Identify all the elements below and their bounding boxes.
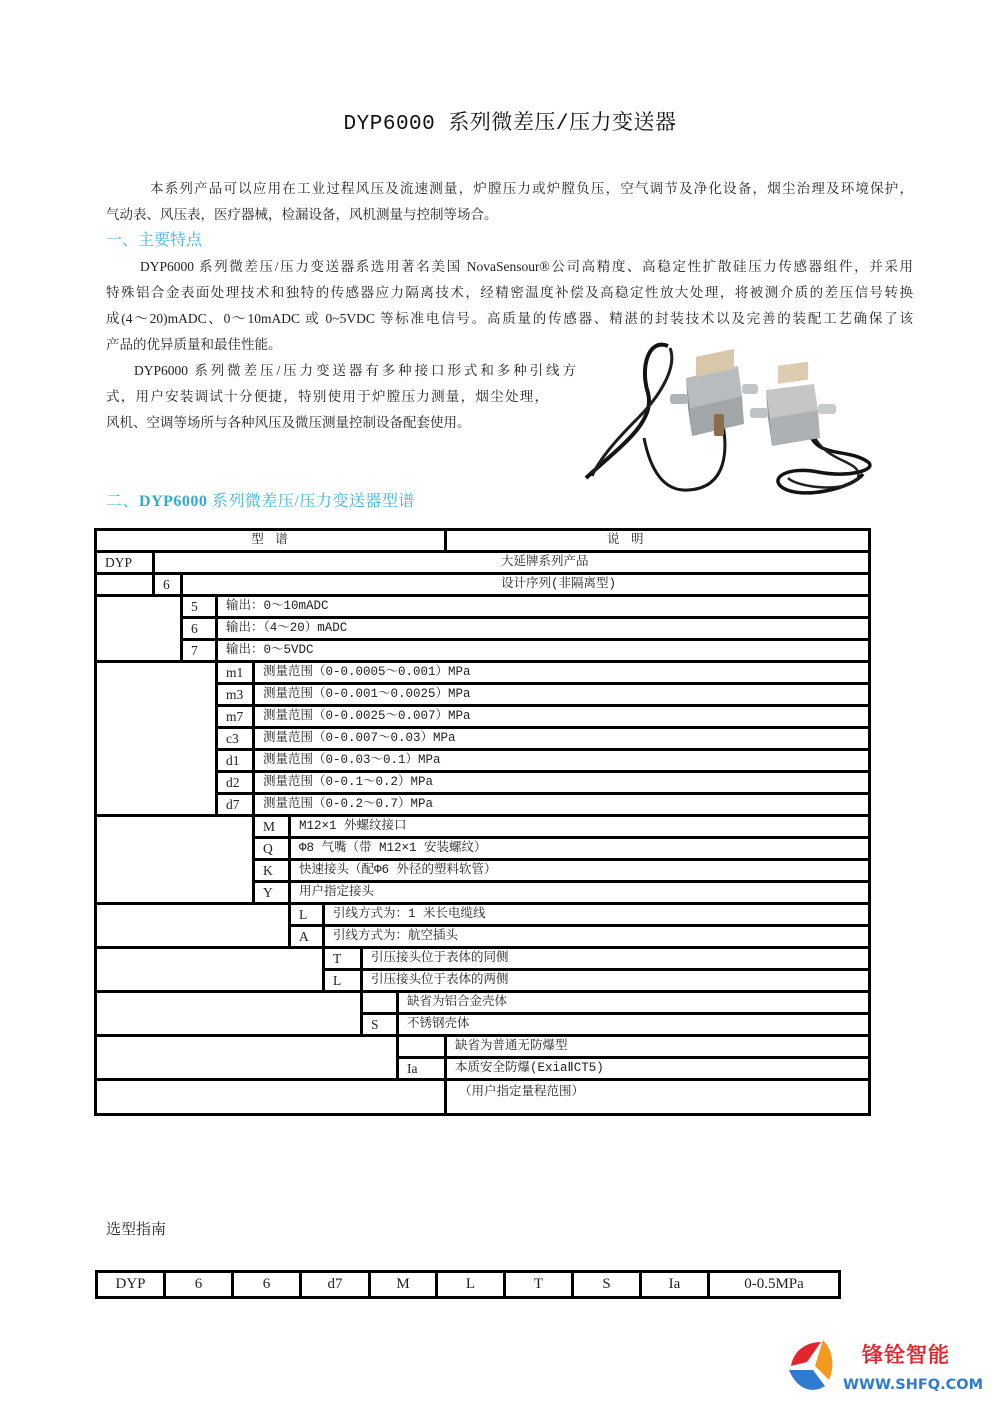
section-heading-model-spectrum (106, 489, 415, 515)
spec-desc: 测量范围（0-0.03～0.1）MPa (254, 750, 870, 772)
spec-desc: 测量范围（0-0.1～0.2）MPa (254, 772, 870, 794)
product-photo (578, 338, 876, 506)
guide-cell-range: d7 (301, 1272, 370, 1298)
spec-blank-cell (96, 574, 154, 596)
spec-blank-cell (96, 948, 324, 992)
spec-desc: 引线方式为：航空插头 (324, 926, 870, 948)
spec-code: d7 (217, 794, 254, 816)
spec-blank-cell (96, 992, 362, 1036)
guide-cell-connector: M (370, 1272, 437, 1298)
spec-desc: 不锈钢壳体 (398, 1014, 870, 1036)
features-para2-line: DYP6000 系列微差压/压力变送器有多种接口形式和多种引线方 (134, 363, 576, 378)
spec-blank-cell (96, 1036, 398, 1080)
company-logo (785, 1336, 990, 1398)
spec-code: Q (254, 838, 290, 860)
spec-code: T (324, 948, 362, 970)
spec-code: A (290, 926, 324, 948)
model-spectrum-table (94, 528, 871, 1116)
spec-code: Y (254, 882, 290, 904)
spec-code: m7 (217, 706, 254, 728)
guide-cell-series: DYP (97, 1272, 165, 1298)
spec-code: m1 (217, 662, 254, 684)
header-description: 说 明 (446, 530, 870, 552)
guide-cell-port-side: T (505, 1272, 573, 1298)
guide-cell-lead: L (437, 1272, 505, 1298)
spec-desc: Φ8 气嘴（带 M12×1 安装螺纹） (290, 838, 870, 860)
spec-blank-cell (96, 662, 217, 816)
heading-prefix: 二、 (106, 493, 140, 510)
spec-code: d2 (217, 772, 254, 794)
spec-desc: 用户指定接头 (290, 882, 870, 904)
spec-desc: （用户指定量程范围） (446, 1080, 870, 1115)
guide-cell-design: 6 (165, 1272, 233, 1298)
spec-desc: 快速接头（配Φ6 外径的塑料软管） (290, 860, 870, 882)
spec-desc: 缺省为铝合金壳体 (398, 992, 870, 1014)
guide-cell-housing: S (573, 1272, 641, 1298)
spec-desc: 引线方式为：1 米长电缆线 (324, 904, 870, 926)
features-para2-line: 式，用户安装调试十分便捷，特别使用于炉膛压力测量，烟尘处理， (106, 389, 548, 404)
logo-url: WWW.SHFQ.COM (843, 1377, 984, 1393)
spec-code: 5 (182, 596, 217, 618)
spec-desc: 测量范围（0-0.001～0.0025）MPa (254, 684, 870, 706)
intro-line: 气动表、风压表，医疗器械，检漏设备，风机测量与控制等场合。 (106, 207, 498, 222)
spec-blank-cell (96, 904, 290, 948)
pinwheel-logo-icon (785, 1336, 837, 1396)
spec-code: c3 (217, 728, 254, 750)
spec-desc: 缺省为普通无防爆型 (446, 1036, 870, 1058)
intro-line: 本系列产品可以应用在工业过程风压及流速测量，炉膛压力或炉膛负压，空气调节及净化设备，烟尘治理及环境保护， (150, 181, 913, 196)
spec-desc: 测量范围（0-0.0025～0.007）MPa (254, 706, 870, 728)
spec-desc: 测量范围（0-0.0005～0.001）MPa (254, 662, 870, 684)
spec-desc: 输出：0～10mADC (217, 596, 870, 618)
heading-model: DYP6000 (139, 493, 208, 510)
header-model: 型 谱 (96, 530, 446, 552)
features-para1-line: DYP6000 系列微差压/压力变送器系选用著名美国 NovaSensour®公司高精度、高稳定性扩散硅压力传感器组件，并采用 (140, 259, 913, 274)
spec-desc: 本质安全防爆(ExiaⅡCT5) (446, 1058, 870, 1080)
spec-desc: 输出：0～5VDC (217, 640, 870, 662)
spec-code: 6 (154, 574, 182, 596)
spec-desc: 大延牌系列产品 (154, 552, 870, 574)
features-para1-line: 产品的优异质量和最佳性能。 (106, 337, 282, 352)
spec-code: DYP (96, 552, 154, 574)
spec-desc: 引压接头位于表体的同侧 (362, 948, 870, 970)
features-para1-line: 特殊铝合金表面处理技术和独特的传感器应力隔离技术，经精密温度补偿及高稳定性放大处理，将被测介质的差压信号转换 (106, 285, 913, 300)
guide-cell-span: 0-0.5MPa (709, 1272, 840, 1298)
spec-code: K (254, 860, 290, 882)
section-heading-features: 一、主要特点 (106, 232, 203, 249)
spec-code: L (290, 904, 324, 926)
spec-blank-cell (96, 816, 254, 904)
spec-desc: 输出：（4～20）mADC (217, 618, 870, 640)
spec-code: 6 (182, 618, 217, 640)
guide-cell-explosion-proof: Ia (641, 1272, 709, 1298)
selection-guide-table (95, 1270, 841, 1299)
spec-desc: 测量范围（0-0.2～0.7）MPa (254, 794, 870, 816)
spec-code (362, 992, 398, 1014)
logo-brand-name: 锋铨智能 (862, 1343, 950, 1367)
features-para1-line: 成(4～20)mADC、0～10mADC 或 0~5VDC 等标准电信号。高质量的传感器、精湛的封装技术以及完善的装配工艺确保了该 (106, 311, 913, 326)
spec-desc: M12×1 外螺纹接口 (290, 816, 870, 838)
guide-cell-output: 6 (233, 1272, 301, 1298)
selection-guide-title: 选型指南 (106, 1222, 167, 1238)
spec-code: S (362, 1014, 398, 1036)
document-title: DYP6000 系列微差压/压力变送器 (343, 113, 677, 136)
spec-desc: 设计序列(非隔离型) (182, 574, 870, 596)
spec-blank-cell (96, 596, 182, 662)
spec-blank-cell (96, 1080, 446, 1115)
spec-code: d1 (217, 750, 254, 772)
heading-suffix: 系列微差压/压力变送器型谱 (207, 493, 415, 510)
spec-code (398, 1036, 446, 1058)
spec-code: 7 (182, 640, 217, 662)
spec-desc: 测量范围（0-0.007～0.03）MPa (254, 728, 870, 750)
spec-code: L (324, 970, 362, 992)
spec-code: m3 (217, 684, 254, 706)
features-para2-line: 风机、空调等场所与各种风压及微压测量控制设备配套使用。 (106, 415, 471, 430)
spec-desc: 引压接头位于表体的两侧 (362, 970, 870, 992)
spec-code: M (254, 816, 290, 838)
spec-code: Ia (398, 1058, 446, 1080)
